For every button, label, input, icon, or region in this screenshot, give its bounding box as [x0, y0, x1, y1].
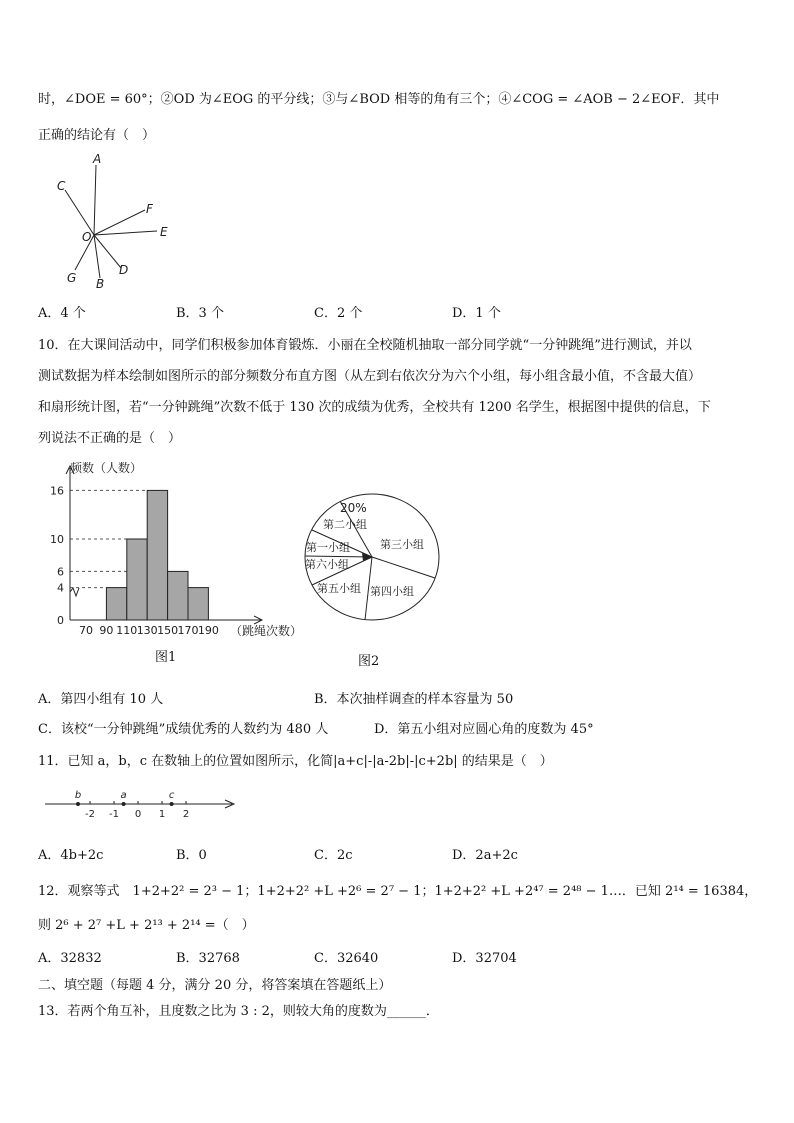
ray-OE	[94, 231, 157, 235]
axis-break	[70, 588, 79, 596]
number-line-tick-label: 2	[182, 809, 190, 820]
number-line-tick-label: -1	[109, 809, 119, 820]
x-tick-label: 190	[197, 624, 219, 637]
q12-option-c: C．32640	[314, 951, 379, 966]
number-line-tick-label: 1	[158, 809, 166, 820]
number-line-point-label-b: b	[74, 790, 82, 801]
number-line-tick-label: -2	[85, 809, 95, 820]
number-line-point-a	[122, 802, 126, 806]
q11-option-b: B．0	[176, 848, 207, 863]
pie-label-group2: 第二小组	[323, 518, 367, 531]
q12-line1: 12．观察等式 1+2+2² = 2³ − 1；1+2+2² +L +2⁶ = 2⁷ − 1；1+2+2² +L +2⁴⁷ = 2⁴⁸ − 1…．已知 2¹⁴ = 16384，	[38, 884, 758, 899]
label-C: C	[57, 179, 66, 193]
q10-option-d: D．第五小组对应圆心角的度数为 45°	[374, 722, 594, 737]
x-tick-label: 170	[177, 624, 199, 637]
ray-OA	[94, 165, 96, 235]
number-line-point-c	[170, 802, 174, 806]
q11-option-c: C．2c	[314, 848, 353, 863]
q9-option-b: B．3 个	[176, 306, 224, 321]
ray-OC	[65, 190, 94, 235]
ray-OF	[94, 210, 145, 235]
label-G: G	[67, 271, 77, 285]
q9-option-a: A．4 个	[38, 306, 86, 321]
pie-label-group3: 第三小组	[380, 538, 424, 551]
q12-line2: 则 2⁶ + 2⁷ +L + 2¹³ + 2¹⁴ =（ ）	[38, 918, 255, 933]
label-B: B	[96, 277, 105, 291]
x-tick-label: 90	[99, 624, 114, 637]
q11-line1: 11．已知 a，b，c 在数轴上的位置如图所示，化简|a+c|-|a-2b|-|c+2b| 的结果是（ ）	[38, 754, 553, 769]
q10-option-c: C．该校“一分钟跳绳”成绩优秀的人数约为 480 人	[38, 722, 329, 737]
histogram-chart	[40, 458, 320, 638]
q9-option-c: C．2 个	[314, 306, 363, 321]
label-F: F	[146, 202, 153, 216]
y-tick-label: 4	[57, 581, 64, 595]
q10-option-b: B．本次抽样调查的样本容量为 50	[314, 692, 514, 707]
histogram-bar	[127, 539, 147, 620]
pie-chart	[300, 490, 450, 630]
label-A: A	[93, 152, 102, 166]
pie-label-group6: 第六小组	[305, 558, 349, 571]
q12-option-a: A．32832	[38, 951, 102, 966]
q11-option-d: D．2a+2c	[452, 848, 518, 863]
q10-line2: 测试数据为样本绘制如图所示的部分频数分布直方图（从左到右依次分为六个小组，每小组含最小值，不含最大值）	[38, 369, 702, 384]
q13-line1: 13．若两个角互补，且度数之比为 3 : 2，则较大角的度数为______．	[38, 1004, 439, 1019]
q9-line2: 正确的结论有（ ）	[38, 128, 156, 143]
number-line-point-label-c: c	[168, 790, 175, 801]
label-O: O	[82, 230, 92, 244]
x-axis-label: （跳绳次数）	[230, 624, 303, 638]
q10-line3: 和扇形统计图，若“一分钟跳绳”次数不低于 130 次的成绩为优秀，全校共有 1200 名学生，根据图中提供的信息，下	[38, 400, 711, 415]
histogram-bar	[106, 588, 126, 620]
y-axis-label: 频数（人数）	[70, 461, 143, 475]
q9-line1: 时，∠DOE = 60°；②OD 为∠EOG 的平分线；③与∠BOD 相等的角有三个；④∠COG = ∠AOB − 2∠EOF．其中	[38, 92, 720, 107]
y-tick-label: 10	[50, 533, 64, 546]
q10-line1: 10．在大课间活动中，同学们积极参加体育锻炼．小丽在全校随机抽取一部分同学就“一分钟跳绳”进行测试，并以	[38, 338, 692, 353]
y-tick-label: 6	[57, 565, 64, 579]
q11-option-a: A．4b+2c	[38, 848, 104, 863]
y-tick-label: 0	[57, 614, 64, 627]
q9-option-d: D．1 个	[452, 306, 501, 321]
number-line-tick-label: 0	[134, 809, 142, 820]
q10-line4: 列说法不正确的是（ ）	[38, 431, 182, 446]
number-line-point-b	[76, 802, 80, 806]
number-line	[40, 782, 240, 824]
q12-option-b: B．32768	[176, 951, 240, 966]
pie-label-group5: 第五小组	[317, 582, 361, 595]
pie-annotation: 20%	[340, 501, 367, 515]
fig1-caption: 图1	[155, 650, 177, 665]
label-E: E	[160, 225, 168, 239]
x-tick-label: 150	[157, 624, 179, 637]
histogram-bar	[188, 588, 208, 620]
x-tick-label: 70	[79, 624, 93, 637]
section2-heading: 二、填空题（每题 4 分，满分 20 分，将答案填在答题纸上）	[38, 978, 392, 993]
angle-figure	[45, 150, 185, 295]
q12-option-d: D．32704	[452, 951, 517, 966]
y-tick-label: 16	[50, 484, 64, 498]
histogram-bar	[147, 490, 167, 620]
number-line-point-label-a: a	[120, 790, 127, 801]
q10-option-a: A．第四小组有 10 人	[38, 692, 164, 707]
x-tick-label: 110	[116, 624, 138, 637]
fig2-caption: 图2	[358, 654, 380, 669]
pie-label-group4: 第四小组	[370, 585, 414, 598]
pie-label-group1: 第一小组	[306, 541, 350, 554]
x-tick-label: 130	[136, 624, 158, 637]
label-D: D	[119, 263, 129, 277]
histogram-bar	[168, 571, 188, 620]
